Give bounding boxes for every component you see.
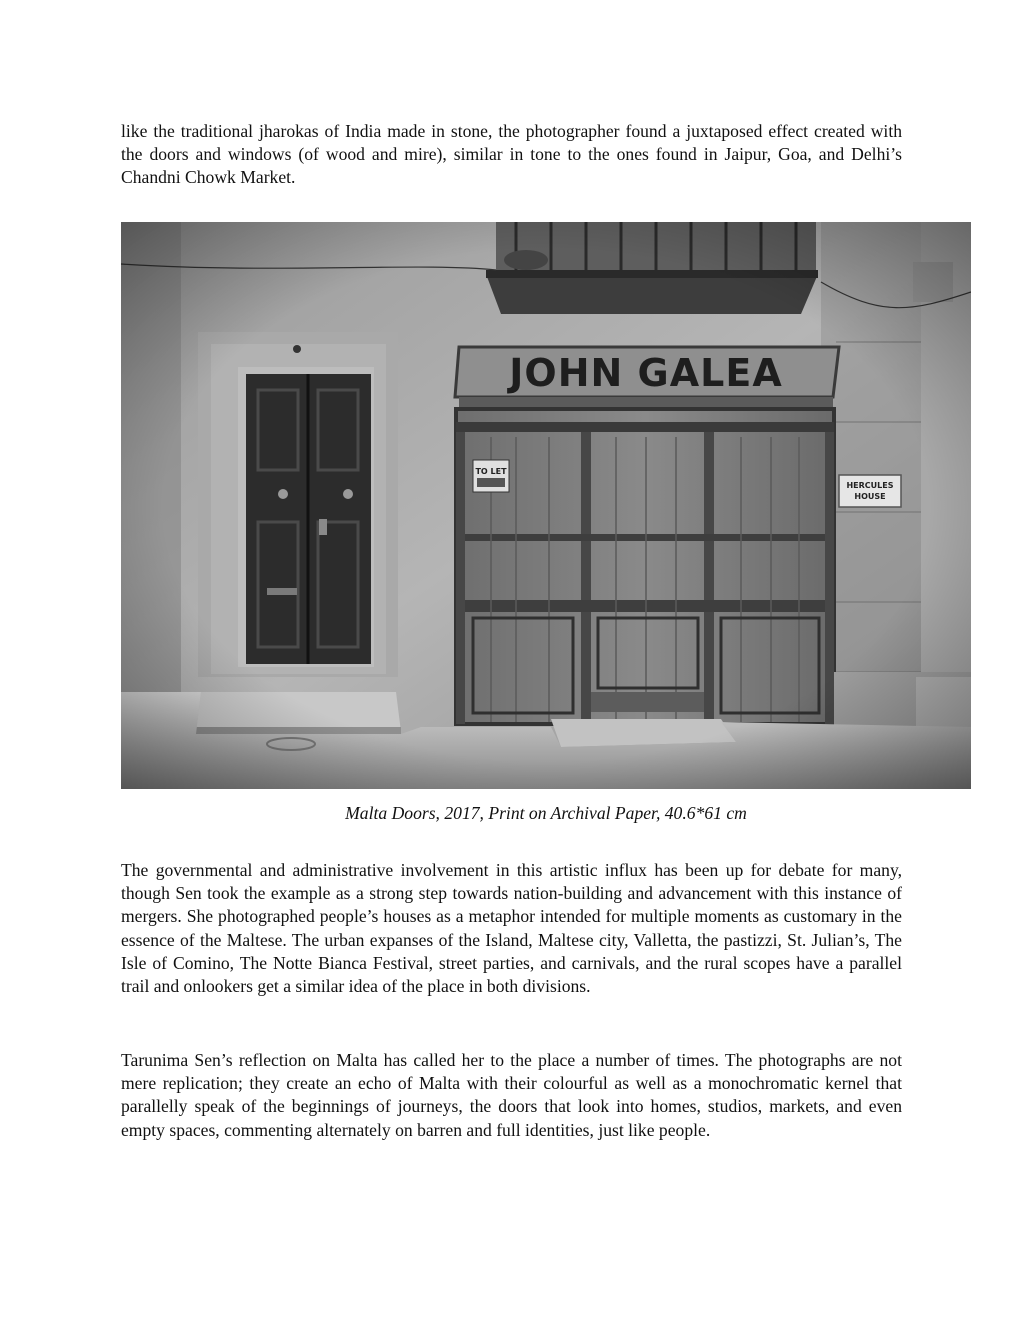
malta-doors-photograph xyxy=(121,222,971,789)
governance-paragraph: The governmental and administrative involvement in this artistic influx has been up for debate for many, though Sen took the example as a strong step towards nation-building and advancement with this instance of mergers. She photographed people’s houses as a metaphor intended for multiple moments as customary in the essence of the Maltese. The urban expanses of the Island, Maltese city, Valletta, the pastizzi, St. Julian’s, The Isle of Comino, The Notte Bianca Festival, street parties, and carnivals, and the rural scopes have a parallel trail and onlookers get a similar idea of the place in both divisions. xyxy=(121,860,902,997)
intro-paragraph: like the traditional jharokas of India made in stone, the photographer found a juxtaposed effect created with the doors and windows (of wood and mire), similar in tone to the ones found in Jaipur, Goa, and Delhi’s Chandni Chowk Market. xyxy=(121,121,902,188)
figure-caption: Malta Doors, 2017, Print on Archival Paper, 40.6*61 cm xyxy=(345,803,747,823)
reflection-paragraph: Tarunima Sen’s reflection on Malta has called her to the place a number of times. The photographs are not mere replication; they create an echo of Malta with their colourful as well as a monochromatic kernel that parallelly speak of the beginnings of journeys, the doors that look into homes, studios, markets, and even empty spaces, commenting alternately on barren and full identities, just like people. xyxy=(121,1050,902,1140)
